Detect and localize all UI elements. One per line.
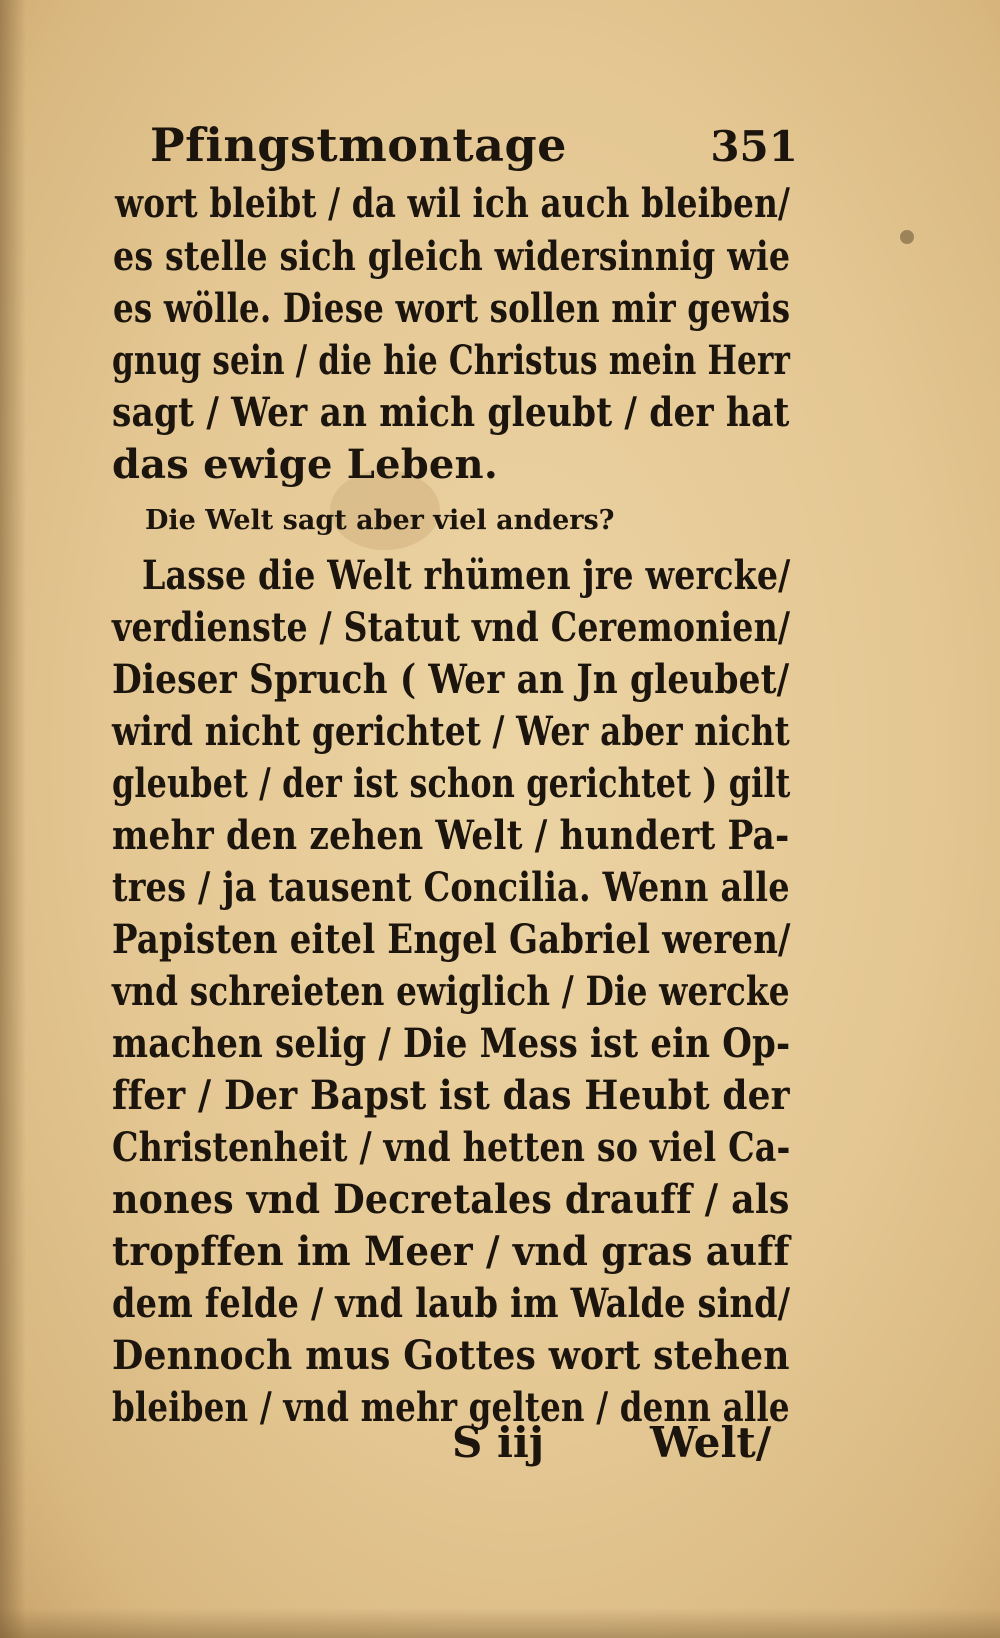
text-line: bleiben / vnd mehr gelten / denn alle	[112, 1384, 790, 1431]
page-bottom-shadow	[0, 1608, 1000, 1638]
text-line: tres / ja tausent Concilia. Wenn alle	[112, 864, 790, 911]
running-head: Pfingstmontage	[150, 118, 567, 172]
text-line: verdienste / Statut vnd Ceremonien/	[112, 604, 791, 651]
text-line: gnug sein / die hie Christus mein Herr	[112, 337, 791, 384]
text-line: wird nicht gerichtet / Wer aber nicht	[112, 708, 790, 755]
text-line: Christenheit / vnd hetten so viel Ca-	[112, 1124, 791, 1171]
text-line: vnd schreieten ewiglich / Die wercke	[112, 968, 790, 1015]
paragraph-first-line: Lasse die Welt rhümen jre wercke/	[142, 552, 791, 599]
paper-spot	[900, 230, 914, 244]
subheading: Die Welt sagt aber viel anders?	[145, 505, 615, 536]
text-line: es wölle. Diese wort sollen mir gewis	[113, 285, 791, 332]
text-line: es stelle sich gleich widersinnig wie	[113, 233, 791, 280]
signature-mark: S iij	[452, 1418, 545, 1467]
text-line: machen selig / Die Mess ist ein Op-	[112, 1020, 791, 1067]
text-line: Dennoch mus Gottes wort stehen	[112, 1332, 790, 1379]
page-edge-shadow	[0, 0, 26, 1638]
text-line: ffer / Der Bapst ist das Heubt der	[112, 1072, 790, 1119]
catchword: Welt/	[650, 1418, 772, 1467]
text-line: Papisten eitel Engel Gabriel weren/	[112, 916, 791, 963]
text-line: wort bleibt / da wil ich auch bleiben/	[115, 180, 791, 227]
page-footer	[0, 1418, 1000, 1478]
text-line: mehr den zehen Welt / hundert Pa-	[112, 812, 790, 859]
text-line: tropffen im Meer / vnd gras auff	[112, 1228, 790, 1275]
text-line: gleubet / der ist schon gerichtet ) gilt	[112, 760, 791, 807]
text-line: das ewige Leben.	[112, 441, 498, 488]
page-number: 351	[710, 122, 798, 171]
text-line: nones vnd Decretales drauff / als	[112, 1176, 790, 1223]
page-header	[150, 118, 798, 180]
text-line: dem felde / vnd laub im Walde sind/	[112, 1280, 791, 1327]
text-line: Dieser Spruch ( Wer an Jn gleubet/	[112, 656, 790, 703]
text-line: sagt / Wer an mich gleubt / der hat	[112, 389, 790, 436]
